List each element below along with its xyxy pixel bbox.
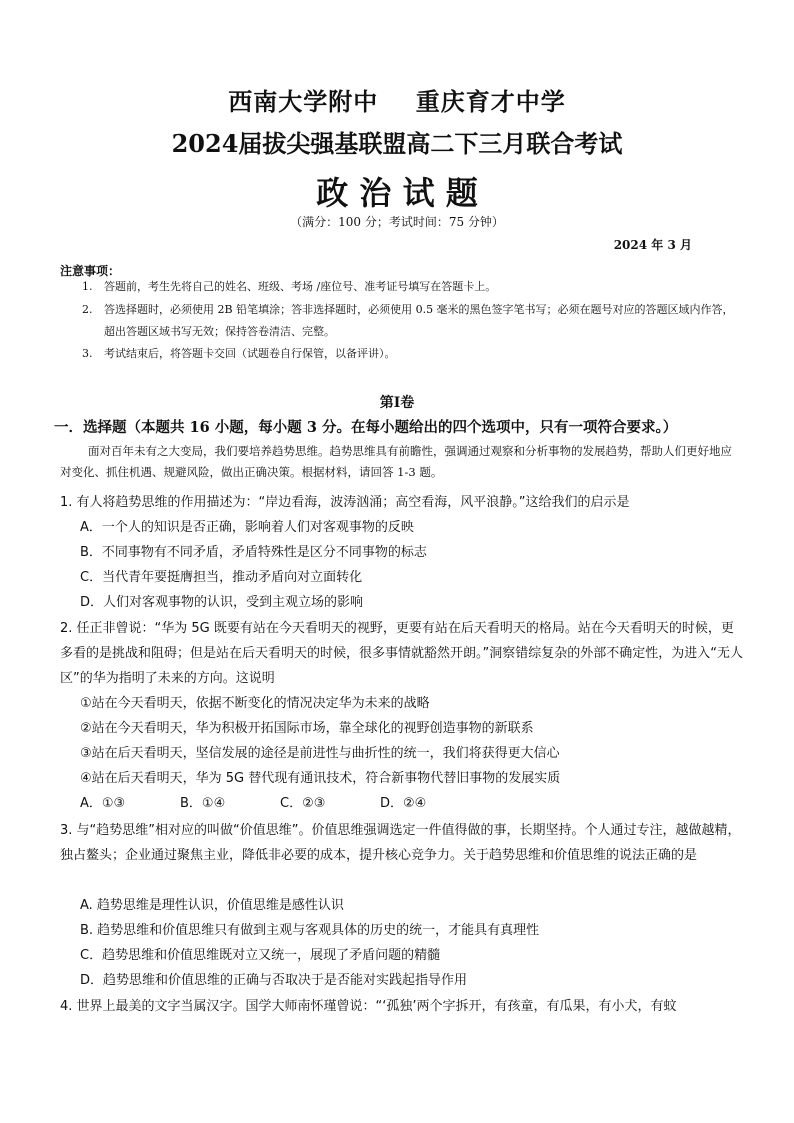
notice-title: 注意事项： [60,264,121,278]
score-time-info: （满分：100 分；考试时间：75 分钟） [290,215,504,229]
subject-title: 政 治 试 题 [316,174,478,212]
question-2-statement-4: ④站在后天看明天，华为 5G 替代现有通讯技术，符合新事物代替旧事物的发展实质 [80,771,561,786]
question-2-option-d: D．②④ [380,796,427,811]
notice-text: 考试结束后，将答题卡交回（试题卷自行保管，以备评讲）。 [104,347,396,360]
question-2-statement-2: ②站在今天看明天，华为积极开拓国际市场，靠全球化的视野创造事物的新联系 [80,721,534,736]
question-2-stem: 2. 任正非曾说：“华为 5G 既要有站在今天看明天的视野，更要有站在后天看明天的格局。站在今天看明天的时候，更多看的是挑战和阻碍；但是站在后天看明天的时候，很多事情就豁然开朗。”洞察错综复杂的外部不确定性，为进入“无人区”的华为指明了未来的方向。这说明 [60,621,743,686]
question-2-option-c: C．②③ [280,796,326,811]
question-1-option-a: A．一个人的知识是否正确，影响着人们对客观事物的反映 [80,520,414,535]
question-2-statement-3: ③站在后天看明天，坚信发展的途径是前进性与曲折性的统一，我们将获得更大信心 [80,746,560,761]
notice-num: 3. [82,347,93,360]
question-2-option-b: B．①④ [180,796,226,811]
material-intro: 面对百年未有之大变局，我们要培养趋势思维。趋势思维具有前瞻性，强调通过观察和分析事物的发展趋势，帮助人们更好地应对变化、抓住机遇、规避风险，做出正确决策。根据材料，请回答 1-3 题。 [60,444,732,479]
question-4-stem: 4. 世界上最美的文字当属汉字。国学大师南怀瑾曾说：“‘孤独’两个字拆开，有孩童，有瓜果，有小犬，有蚊 [60,999,677,1014]
question-3-option-b: B. 趋势思维和价值思维只有做到主观与客观具体的历史的统一，才能具有真理性 [80,923,540,938]
exam-title: 2024届拔尖强基联盟高二下三月联合考试 [171,129,623,158]
question-3-stem: 3. 与“趋势思维”相对应的叫做“价值思维”。价值思维强调选定一件值得做的事，长期坚持。个人通过专注，越做越精，独占鳌头；企业通过聚焦主业，降低非必要的成本，提升核心竞争力。关于趋势思维和价值思维的说法正确的是 [60,823,741,863]
question-1-option-b: B．不同事物有不同矛盾，矛盾特殊性是区分不同事物的标志 [80,545,427,560]
notice-item-1 [82,276,742,298]
notice-text: 答选择题时，必须使用 2B 铅笔填涂；答非选择题时，必须使用 0.5 毫米的黑色签字笔书写；必须在题号对应的答题区域内作答，超出答题区域书写无效；保持答卷清洁、完整。 [104,303,734,338]
notice-item-2 [82,299,742,343]
school-names: 西南大学附中 重庆育才中学 [228,87,566,116]
section-heading: 一．选择题（本题共 16 小题，每小题 3 分。在每小题给出的四个选项中，只有一项符合要求。） [54,419,678,436]
volume-heading: 第Ⅰ卷 [379,395,415,411]
question-2-options [80,791,480,816]
question-2-statement-1: ①站在今天看明天，依据不断变化的情况决定华为未来的战略 [80,696,430,711]
notice-item-3 [82,343,742,365]
question-1-option-c: C．当代青年要挺膺担当，推动矛盾向对立面转化 [80,570,363,585]
notice-num: 2. [82,303,93,316]
question-3-option-c: C．趋势思维和价值思维既对立又统一，展现了矛盾问题的精髓 [80,948,441,963]
exam-date: 2024 年 3 月 [613,238,692,252]
notice-num: 1. [82,280,93,293]
question-3-option-d: D．趋势思维和价值思维的正确与否取决于是否能对实践起指导作用 [80,973,468,988]
notice-text: 答题前，考生先将自己的姓名、班级、考场 /座位号、准考证号填写在答题卡上。 [104,280,497,293]
question-3-option-a: A. 趋势思维是理性认识，价值思维是感性认识 [80,898,344,913]
question-1-stem: 1. 有人将趋势思维的作用描述为：“岸边看海，波涛汹涌；高空看海，风平浪静。”这给我们的启示是 [60,495,630,510]
question-1-option-d: D．人们对客观事物的认识，受到主观立场的影响 [80,595,364,610]
question-2-option-a: A．①③ [80,796,126,811]
